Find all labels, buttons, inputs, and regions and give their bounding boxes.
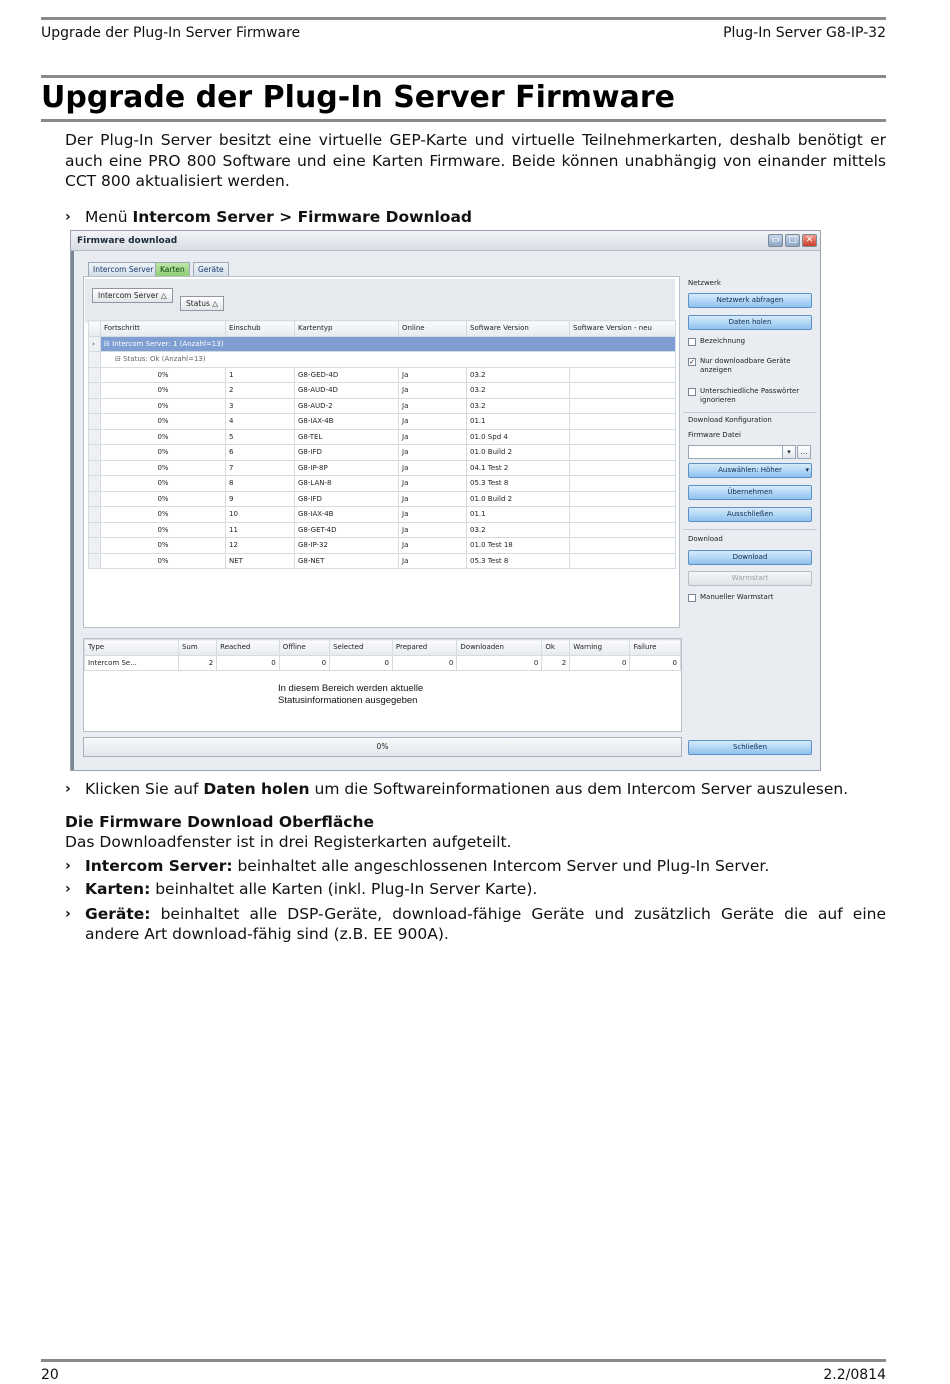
table-cell bbox=[570, 476, 676, 492]
table-cell bbox=[570, 383, 676, 399]
table-cell: 05.3 Test 8 bbox=[467, 476, 570, 492]
nur-downloadbare-checkbox[interactable]: ✓ Nur downloadbare Geräte anzeigen bbox=[689, 357, 791, 374]
table-cell: 01.0 Spd 4 bbox=[467, 429, 570, 445]
summary-header bbox=[85, 640, 681, 656]
table-cell: Ja bbox=[399, 553, 467, 569]
firmware-datei-label: Firmware Datei bbox=[688, 431, 741, 439]
table-cell: Ja bbox=[399, 491, 467, 507]
header-rule-top bbox=[41, 17, 886, 20]
table-cell: 0% bbox=[101, 414, 226, 430]
list-item: › Karten: beinhaltet alle Karten (inkl. Plug-In Server Karte). bbox=[65, 880, 538, 898]
page-number: 20 bbox=[41, 1367, 59, 1383]
table-cell: G8-LAN-8 bbox=[295, 476, 399, 492]
table-cell: G8-GED-4D bbox=[295, 367, 399, 383]
table-cell: G8-NET bbox=[295, 553, 399, 569]
table-cell: G8-IP-8P bbox=[295, 460, 399, 476]
table-cell: 0% bbox=[101, 398, 226, 414]
table-cell: 8 bbox=[226, 476, 295, 492]
table-row[interactable] bbox=[89, 383, 676, 399]
summary-col[interactable]: Ok bbox=[542, 640, 570, 656]
table-cell: 0% bbox=[101, 476, 226, 492]
header-right: Plug-In Server G8-IP-32 bbox=[723, 25, 886, 41]
group-intercom-server-button[interactable]: Intercom Server △ bbox=[92, 288, 173, 303]
close-icon[interactable]: ✕ bbox=[802, 234, 817, 247]
step2-prefix: Klicken Sie auf bbox=[85, 780, 204, 798]
title-rule-bottom bbox=[41, 119, 886, 122]
summary-cell: 2 bbox=[178, 655, 216, 671]
window-left-edge bbox=[71, 251, 74, 771]
summary-col[interactable]: Downloaden bbox=[457, 640, 542, 656]
summary-row[interactable] bbox=[85, 655, 681, 671]
table-cell: 11 bbox=[226, 522, 295, 538]
table-cell: Ja bbox=[399, 367, 467, 383]
tab-intercom-server[interactable]: Intercom Server bbox=[88, 262, 158, 276]
summary-cell: 0 bbox=[279, 655, 329, 671]
table-row[interactable] bbox=[89, 367, 676, 383]
summary-col[interactable]: Warning bbox=[570, 640, 630, 656]
list-item: › Intercom Server: beinhaltet alle angeschlossenen Intercom Server und Plug-In Server. bbox=[65, 857, 770, 875]
table-cell: G8-IAX-4B bbox=[295, 507, 399, 523]
table-cell: 0% bbox=[101, 445, 226, 461]
ausschliessen-button[interactable]: Ausschließen bbox=[688, 507, 812, 522]
chevron-right-icon: › bbox=[65, 858, 71, 874]
table-cell: Ja bbox=[399, 522, 467, 538]
table-cell: G8-IAX-4B bbox=[295, 414, 399, 430]
table-cell: 01.0 Test 18 bbox=[467, 538, 570, 554]
table-cell: 01.1 bbox=[467, 414, 570, 430]
page-title: Upgrade der Plug-In Server Firmware bbox=[41, 80, 676, 115]
table-cell: 0% bbox=[101, 553, 226, 569]
step2-bold: Daten holen bbox=[203, 780, 310, 798]
table-cell: 7 bbox=[226, 460, 295, 476]
table-cell bbox=[570, 398, 676, 414]
intro-paragraph: Der Plug-In Server besitzt eine virtuelle GEP-Karte und virtuelle Teilnehmerkarten, deshalb benötigt er auch eine PRO 800 Software und eine Karten Firmware. Beide können unabhängig von einander mittels CCT 800 aktualisiert werden. bbox=[65, 131, 886, 190]
step-daten-holen bbox=[65, 779, 886, 799]
table-row[interactable] bbox=[89, 522, 676, 538]
document-version: 2.2/0814 bbox=[823, 1367, 886, 1383]
table-cell: 0% bbox=[101, 522, 226, 538]
table-cell: Ja bbox=[399, 414, 467, 430]
summary-cell: 0 bbox=[330, 655, 393, 671]
firmware-datei-input[interactable] bbox=[688, 445, 795, 459]
table-cell bbox=[570, 414, 676, 430]
progress-text: 0% bbox=[376, 742, 389, 751]
table-cell: 05.3 Test 8 bbox=[467, 553, 570, 569]
chevron-right-icon: › bbox=[65, 781, 71, 797]
progress-bar bbox=[83, 737, 682, 757]
table-cell bbox=[570, 429, 676, 445]
table-cell: 03.2 bbox=[467, 522, 570, 538]
table-cell: G8-AUD-4D bbox=[295, 383, 399, 399]
table-cell: 0% bbox=[101, 367, 226, 383]
download-button[interactable]: Download bbox=[688, 550, 812, 565]
table-row[interactable] bbox=[89, 491, 676, 507]
summary-cell: 2 bbox=[542, 655, 570, 671]
table-cell: 6 bbox=[226, 445, 295, 461]
col-online[interactable]: Online bbox=[399, 321, 467, 337]
table-row[interactable] bbox=[89, 538, 676, 554]
daten-holen-button[interactable]: Daten holen bbox=[688, 315, 812, 330]
maximize-icon[interactable]: □ bbox=[785, 234, 800, 247]
bezeichnung-checkbox[interactable]: Bezeichnung bbox=[688, 337, 812, 346]
table-cell: 0% bbox=[101, 538, 226, 554]
chevron-down-icon: ▾ bbox=[805, 466, 809, 474]
table-cell: 0% bbox=[101, 383, 226, 399]
summary-col[interactable]: Prepared bbox=[392, 640, 456, 656]
status-info-line-1: In diesem Bereich werden aktuelle bbox=[278, 683, 424, 694]
table-cell: 4 bbox=[226, 414, 295, 430]
uebernehmen-button[interactable]: Übernehmen bbox=[688, 485, 812, 500]
summary-col[interactable]: Type bbox=[85, 640, 179, 656]
header-left: Upgrade der Plug-In Server Firmware bbox=[41, 25, 301, 41]
group-row-label: Intercom Server: 1 (Anzahl=13) bbox=[112, 339, 224, 348]
table-cell: 03.2 bbox=[467, 383, 570, 399]
footer-rule bbox=[41, 1359, 886, 1362]
tab-geraete[interactable]: Geräte bbox=[193, 262, 229, 276]
col-fortschritt[interactable]: Fortschritt bbox=[101, 321, 226, 337]
group-row-status[interactable]: ⊟ Status: Ok (Anzahl=13) bbox=[89, 352, 676, 368]
summary-cell: 0 bbox=[392, 655, 456, 671]
chevron-right-icon: › bbox=[65, 881, 71, 897]
table-cell bbox=[570, 522, 676, 538]
window-title: Firmware download bbox=[77, 236, 178, 246]
summary-cell: 0 bbox=[217, 655, 280, 671]
chevron-right-icon: › bbox=[65, 906, 71, 922]
table-header bbox=[89, 321, 676, 337]
group-row-intercom-server[interactable]: › ⊟ Intercom Server: 1 (Anzahl=13) bbox=[89, 336, 676, 352]
schliessen-button[interactable]: Schließen bbox=[688, 740, 812, 755]
table-cell bbox=[570, 460, 676, 476]
table-cell: 01.0 Build 2 bbox=[467, 445, 570, 461]
summary-cell: 0 bbox=[457, 655, 542, 671]
netzwerk-label: Netzwerk bbox=[688, 279, 721, 287]
col-software-version-neu[interactable]: Software Version - neu bbox=[570, 321, 676, 337]
netzwerk-abfragen-button[interactable]: Netzwerk abfragen bbox=[688, 293, 812, 308]
restore-icon[interactable]: ▭ bbox=[768, 234, 783, 247]
summary-col[interactable]: Offline bbox=[279, 640, 329, 656]
step-menu-prefix: Menü bbox=[85, 208, 133, 226]
table-row[interactable] bbox=[89, 414, 676, 430]
card-table bbox=[88, 320, 676, 569]
status-info-line-2: Statusinformationen ausgegeben bbox=[278, 695, 418, 706]
summary-cell: 0 bbox=[570, 655, 630, 671]
warmstart-button[interactable]: Warmstart bbox=[688, 571, 812, 586]
table-cell: Ja bbox=[399, 538, 467, 554]
table-cell: G8-TEL bbox=[295, 429, 399, 445]
step-menu-path: Intercom Server > Firmware Download bbox=[132, 208, 473, 226]
list-item: › Geräte: beinhaltet alle DSP-Geräte, download-fähige Geräte und zusätzlich Geräte die auf eine andere Art download-fähig sind (z.B. EE 900A). bbox=[65, 905, 886, 943]
table-cell bbox=[570, 367, 676, 383]
summary-table bbox=[84, 639, 681, 671]
table-cell: 04.1 Test 2 bbox=[467, 460, 570, 476]
table-cell: 12 bbox=[226, 538, 295, 554]
tab-karten[interactable]: Karten bbox=[155, 262, 190, 276]
table-cell: Ja bbox=[399, 476, 467, 492]
table-cell: Ja bbox=[399, 383, 467, 399]
section-title: Die Firmware Download Oberfläche bbox=[65, 813, 375, 831]
table-cell: Ja bbox=[399, 429, 467, 445]
table-row[interactable] bbox=[89, 445, 676, 461]
firmware-download-window bbox=[70, 230, 821, 771]
summary-cell: 0 bbox=[630, 655, 681, 671]
table-cell: G8-AUD-2 bbox=[295, 398, 399, 414]
table-cell: 01.0 Build 2 bbox=[467, 491, 570, 507]
status-info-text bbox=[278, 683, 423, 707]
table-cell: 0% bbox=[101, 507, 226, 523]
section-text: Das Downloadfenster ist in drei Registerkarten aufgeteilt. bbox=[65, 833, 512, 851]
table-cell: 5 bbox=[226, 429, 295, 445]
summary-col[interactable]: Sum bbox=[178, 640, 216, 656]
step-menu bbox=[65, 207, 886, 227]
table-row[interactable] bbox=[89, 507, 676, 523]
summary-col[interactable]: Failure bbox=[630, 640, 681, 656]
table-cell: 0% bbox=[101, 491, 226, 507]
table-cell bbox=[570, 491, 676, 507]
table-row[interactable] bbox=[89, 429, 676, 445]
table-cell bbox=[570, 553, 676, 569]
checkmark-icon: ✓ bbox=[689, 358, 695, 366]
table-cell: 03.2 bbox=[467, 367, 570, 383]
table-cell: 0% bbox=[101, 429, 226, 445]
passwoerter-checkbox[interactable]: Unterschiedliche Passwörter ignorieren bbox=[688, 387, 812, 405]
divider bbox=[683, 529, 817, 530]
chevron-right-icon: › bbox=[65, 209, 71, 225]
col-einschub[interactable]: Einschub bbox=[226, 321, 295, 337]
table-cell: 01.1 bbox=[467, 507, 570, 523]
table-cell: 0% bbox=[101, 460, 226, 476]
table-cell: G8-IFD bbox=[295, 491, 399, 507]
table-cell: 03.2 bbox=[467, 398, 570, 414]
title-rule-top bbox=[41, 75, 886, 78]
manueller-warmstart-checkbox[interactable]: Manueller Warmstart bbox=[688, 593, 812, 602]
step2-suffix: um die Softwareinformationen aus dem Intercom Server auszulesen. bbox=[309, 780, 849, 798]
table-cell: Ja bbox=[399, 460, 467, 476]
auswaehlen-dropdown[interactable]: Auswählen: Höher ▾ bbox=[688, 463, 812, 478]
table-row[interactable] bbox=[89, 476, 676, 492]
table-cell: 3 bbox=[226, 398, 295, 414]
table-cell: NET bbox=[226, 553, 295, 569]
summary-col[interactable]: Reached bbox=[217, 640, 280, 656]
chevron-down-icon[interactable]: ▾ bbox=[782, 445, 796, 459]
col-kartentyp[interactable]: Kartentyp bbox=[295, 321, 399, 337]
table-cell: Ja bbox=[399, 398, 467, 414]
table-cell: G8-GET-4D bbox=[295, 522, 399, 538]
table-row[interactable] bbox=[89, 460, 676, 476]
download-konfiguration-label: Download Konfiguration bbox=[688, 416, 772, 424]
table-row[interactable] bbox=[89, 398, 676, 414]
table-cell: 10 bbox=[226, 507, 295, 523]
table-cell: G8-IP-32 bbox=[295, 538, 399, 554]
divider bbox=[683, 412, 817, 413]
status-row-label: Status: Ok (Anzahl=13) bbox=[123, 355, 206, 364]
window-titlebar bbox=[71, 231, 820, 251]
summary-col[interactable]: Selected bbox=[330, 640, 393, 656]
summary-cell: Intercom Se... bbox=[85, 655, 179, 671]
table-row[interactable] bbox=[89, 553, 676, 569]
table-cell: 9 bbox=[226, 491, 295, 507]
col-software-version[interactable]: Software Version bbox=[467, 321, 570, 337]
table-cell bbox=[570, 445, 676, 461]
table-cell: Ja bbox=[399, 507, 467, 523]
group-by-bar bbox=[85, 279, 675, 323]
download-section-label: Download bbox=[688, 535, 723, 543]
table-cell: 1 bbox=[226, 367, 295, 383]
table-cell bbox=[570, 507, 676, 523]
group-status-button[interactable]: Status △ bbox=[180, 296, 224, 311]
table-cell: G8-IFD bbox=[295, 445, 399, 461]
table-cell: 2 bbox=[226, 383, 295, 399]
table-cell: Ja bbox=[399, 445, 467, 461]
browse-button[interactable]: … bbox=[797, 445, 811, 459]
table-cell bbox=[570, 538, 676, 554]
